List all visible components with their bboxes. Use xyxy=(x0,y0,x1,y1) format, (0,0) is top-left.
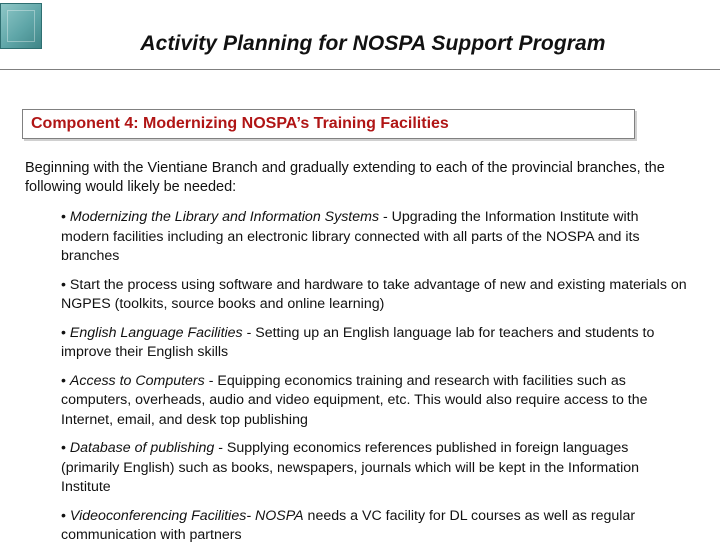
bullet-lead: Database of publishing xyxy=(69,440,215,456)
bullet-body: - Setting up an English language lab for teachers and students to improve their English skills xyxy=(61,324,655,360)
bullet-item-library xyxy=(61,208,689,267)
slide-title: Activity Planning for NOSPA Support Program xyxy=(140,32,606,55)
bullet-marker: • xyxy=(61,507,66,524)
bullet-marker: • xyxy=(61,372,66,389)
bullet-body: - Upgrading the Information Institute with modern facilities including an electronic library connected with all parts of the NOSPA and its branches xyxy=(61,209,640,264)
bullet-list xyxy=(61,208,689,555)
component-heading-box xyxy=(22,109,635,139)
bullet-lead: Modernizing the Library and Information Systems xyxy=(69,209,380,225)
bullet-item-software xyxy=(61,276,689,315)
bullet-lead: Access to Computers xyxy=(69,372,205,389)
bullet-marker: • xyxy=(61,440,66,456)
bullet-body: - Equipping economics training and research with facilities such as computers, overheads, audio and video equipment, etc. This would also require access to the Internet, email, and desk top publishing xyxy=(61,372,648,428)
bullet-lead: Videoconferencing Facilities- NOSPA xyxy=(69,507,304,524)
bullet-body: needs a VC facility for DL courses as well as regular communication with partners xyxy=(61,507,636,543)
bullet-body: Start the process using software and hardware to take advantage of new and existing materials on NGPES (toolkits, source books and online learning) xyxy=(61,276,687,312)
component-heading: Component 4: Modernizing NOSPA’s Training Facilities xyxy=(31,115,449,132)
bullet-item-computers xyxy=(61,372,689,431)
bullet-marker: • xyxy=(61,276,66,293)
bullet-marker: • xyxy=(61,324,66,341)
bullet-item-english xyxy=(61,324,689,363)
bullet-lead: English Language Facilities xyxy=(69,324,243,341)
intro-paragraph: Beginning with the Vientiane Branch and gradually extending to each of the provincial branches, the following would likely be needed: xyxy=(25,160,665,195)
bullet-marker: • xyxy=(61,209,66,225)
bullet-item-database xyxy=(61,439,689,498)
title-divider xyxy=(0,69,720,70)
bullet-body: - Supplying economics references published in foreign languages (primarily English) such as books, newspapers, journals which will be kept in the Information Institute xyxy=(61,440,640,495)
